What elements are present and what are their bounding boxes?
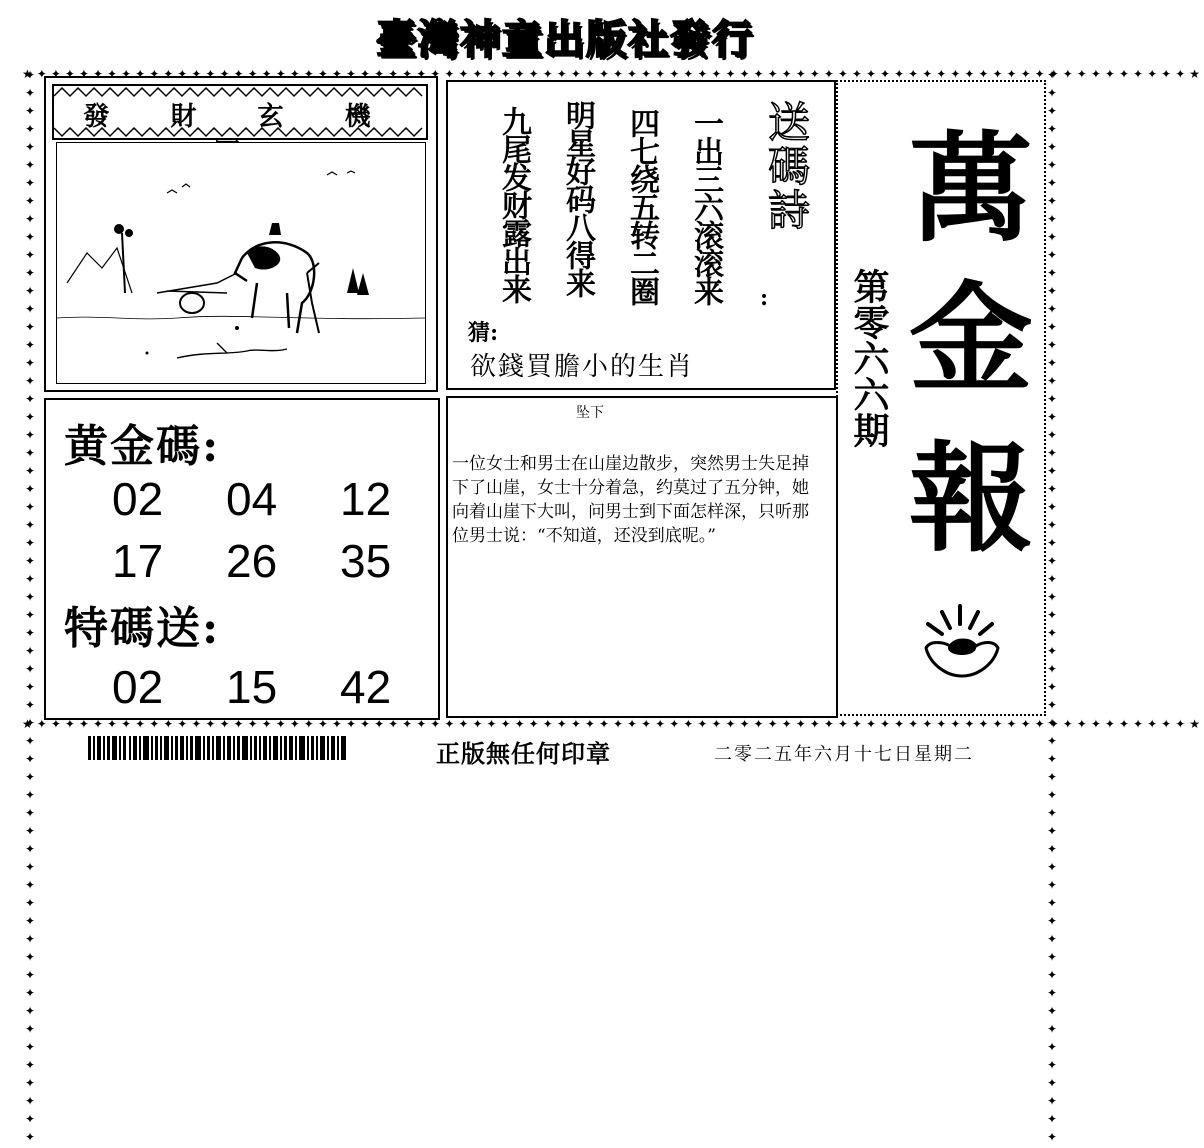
guess-label: 猜:	[468, 320, 499, 346]
gold-number: 02	[112, 473, 164, 525]
poem-title-colon: :	[760, 285, 769, 311]
authenticity-notice: 正版無任何印章	[436, 739, 611, 768]
poem-line-1: 一出三六滚滚来	[688, 108, 723, 304]
title-band-bottom-pattern	[54, 128, 422, 136]
barcode	[88, 736, 346, 760]
poem-line-2: 四七绕五转二圈	[624, 108, 659, 304]
story-body: 一位女士和男士在山崖边散步，突然男士失足掉下了山崖，女士十分着急，约莫过了五分钟，她向着山崖下大叫，问男士到下面怎样深，只听那位男士说：“不知道，还没到底呢。”	[452, 454, 809, 546]
masthead-char-2: 金	[909, 269, 1033, 408]
gold-ingot-icon	[920, 604, 1004, 684]
publisher-header: 臺灣神童出版社發行	[376, 17, 754, 63]
gold-number: 04	[226, 473, 278, 525]
issue-number: 第零六六期	[848, 268, 889, 448]
illustration-ox-cart	[56, 142, 426, 384]
special-number: 42	[340, 661, 392, 713]
story-panel-frame	[446, 396, 838, 718]
poem-line-4: 九尾发财露出来	[496, 106, 531, 302]
special-number: 02	[112, 661, 164, 713]
bottom-star-border: ★✦✦✦✦✦✦✦✦✦✦✦✦✦✦✦✦✦✦✦✦✦✦✦✦✦✦✦✦✦✦✦✦✦✦✦✦✦✦✦✦✦✦✦✦✦✦✦✦✦✦✦✦✦✦✦✦✦✦✦✦✦✦✦✦✦✦✦✦✦✦✦✦✦✦✦✦✦✦✦✦✦✦★	[22, 717, 1204, 731]
gold-number: 17	[112, 535, 164, 587]
gold-numbers-label: 黄金碼:	[64, 421, 221, 472]
title-band-top-pattern	[54, 88, 422, 96]
story-title: 坠下	[576, 405, 604, 421]
special-number: 15	[226, 661, 278, 713]
poem-title: 送碼詩	[762, 100, 811, 232]
issue-date: 二零二五年六月十七日星期二	[714, 744, 974, 765]
gold-number: 12	[340, 473, 392, 525]
picture-title: 發 財 玄 機	[83, 102, 397, 132]
left-star-border: ✦✦✦✦✦✦✦✦✦✦✦✦✦✦✦✦✦✦✦✦✦✦✦✦✦✦✦✦✦✦✦✦✦✦✦✦✦✦✦✦✦✦✦✦✦✦✦✦✦✦✦✦✦✦✦✦✦✦✦✦	[23, 68, 37, 1148]
masthead-char-1: 萬	[909, 119, 1033, 258]
picture-title-band	[52, 84, 428, 140]
special-numbers-label: 特碼送:	[64, 603, 221, 654]
gold-number: 26	[226, 535, 278, 587]
gold-number: 35	[340, 535, 392, 587]
right-star-border: ✦✦✦✦✦✦✦✦✦✦✦✦✦✦✦✦✦✦✦✦✦✦✦✦✦✦✦✦✦✦✦✦✦✦✦✦✦✦✦✦✦✦✦✦✦✦✦✦✦✦✦✦✦✦✦✦✦✦✦✦	[1045, 68, 1059, 1148]
masthead-char-3: 報	[909, 429, 1033, 568]
guess-text: 欲錢買膽小的生肖	[470, 352, 695, 382]
top-star-border: ★✦✦✦✦✦✦✦✦✦✦✦✦✦✦✦✦✦✦✦✦✦✦✦✦✦✦✦✦✦✦✦✦✦✦✦✦✦✦✦✦✦✦✦✦✦✦✦✦✦✦✦✦✦✦✦✦✦✦✦✦✦✦✦✦✦✦✦✦✦✦✦✦✦✦✦✦✦✦✦✦✦✦★	[22, 67, 1204, 81]
poem-line-3: 明星好码八得来	[560, 100, 595, 296]
